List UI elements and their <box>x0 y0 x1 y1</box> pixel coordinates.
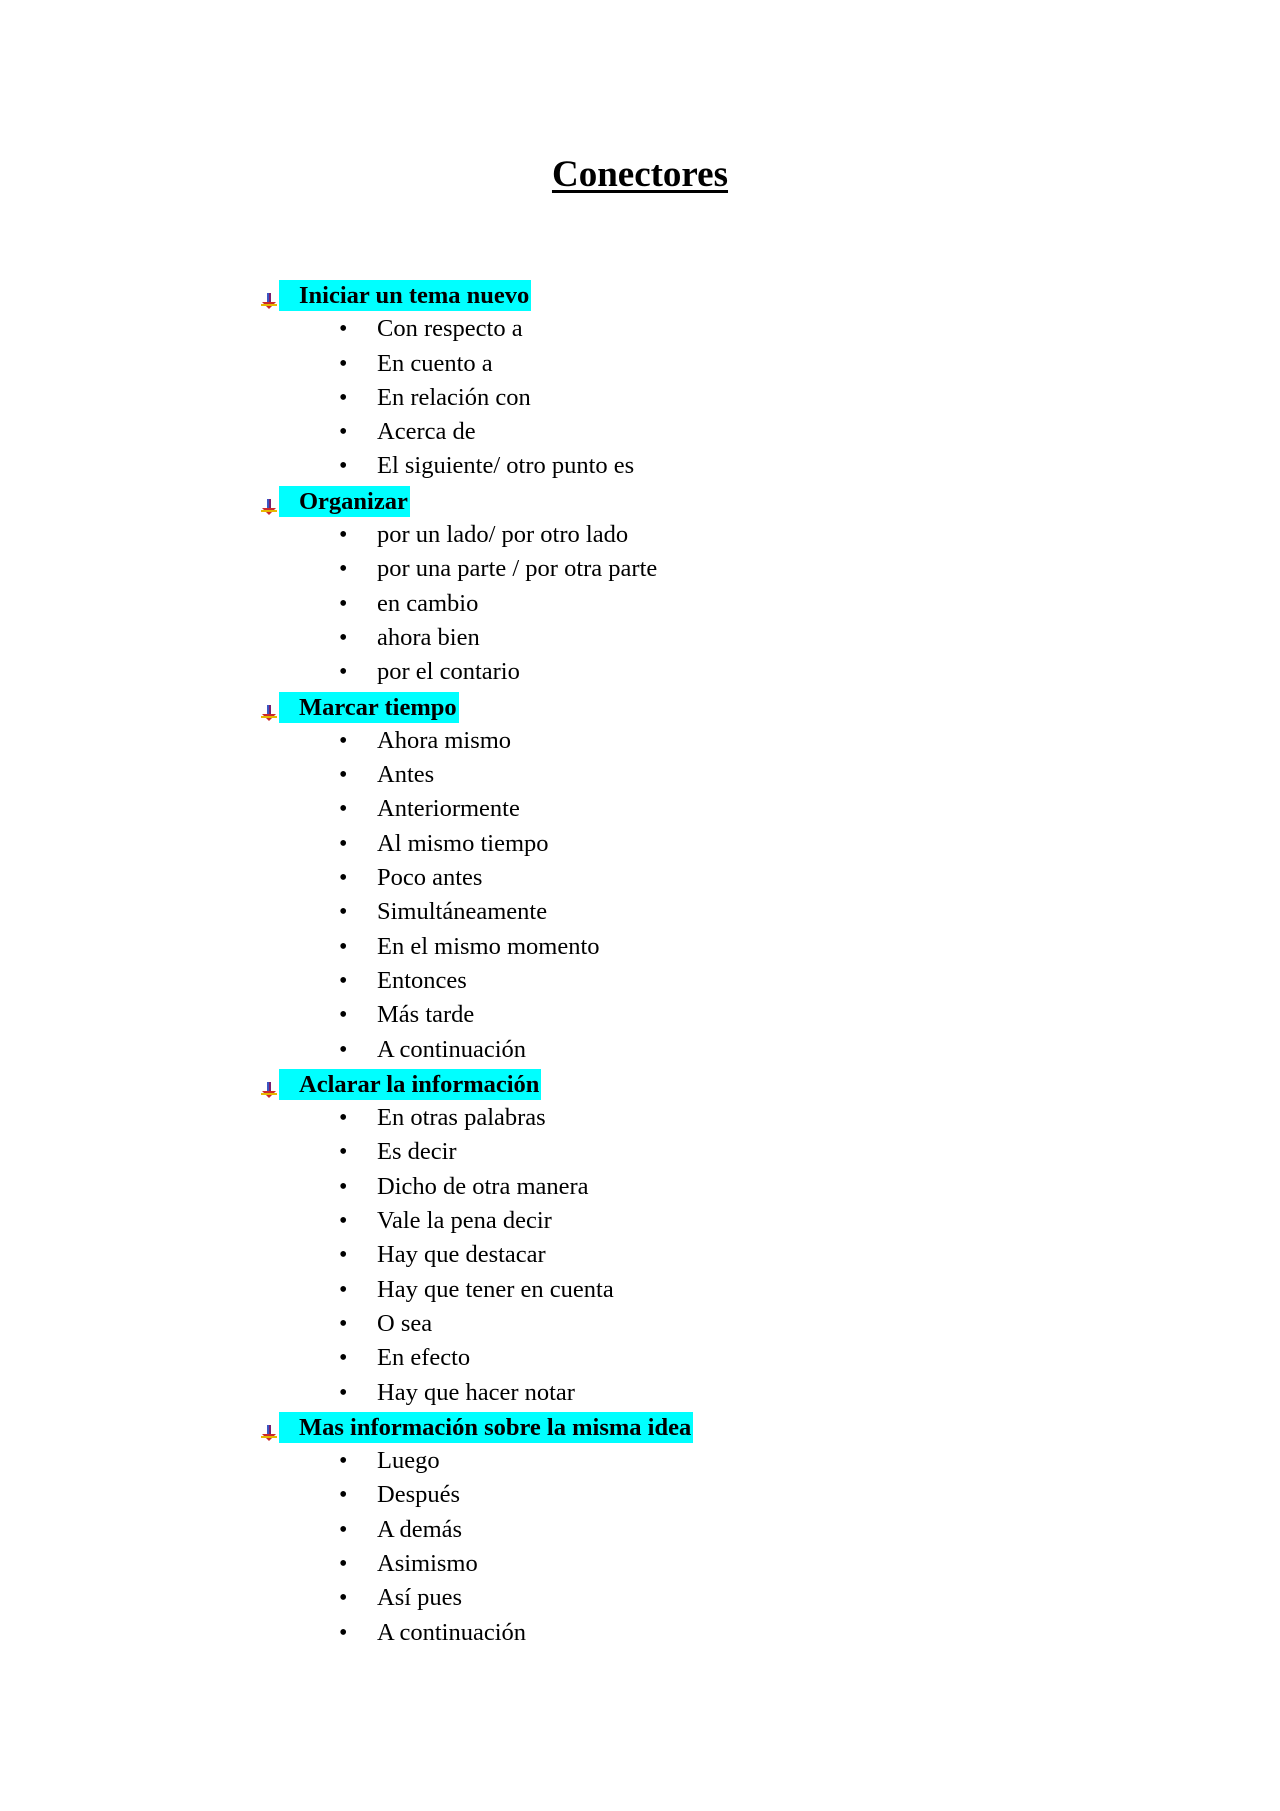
bullet-icon: • <box>339 899 348 926</box>
list-item <box>260 1616 1160 1650</box>
bullet-icon: • <box>339 556 348 583</box>
list-item-text: Anteriormente <box>377 795 520 823</box>
list-item-text: Después <box>377 1481 461 1509</box>
list-item-text: Dicho de otra manera <box>377 1172 589 1200</box>
bullet-icon: • <box>339 1585 348 1612</box>
bullet-icon: • <box>339 1310 348 1337</box>
list-item-text: Poco antes <box>377 864 483 892</box>
list-item <box>260 1376 1160 1410</box>
list-item <box>260 1238 1160 1272</box>
list-item <box>260 1307 1160 1341</box>
arrow-down-icon <box>260 1418 278 1436</box>
bullet-icon: • <box>339 1482 348 1509</box>
list-item-text: Hay que tener en cuenta <box>377 1275 614 1303</box>
document-body <box>260 278 1160 1650</box>
list-item-text: Asimismo <box>377 1549 478 1577</box>
list-item <box>260 1204 1160 1238</box>
list-item-text: Con respecto a <box>377 315 523 343</box>
bullet-icon: • <box>339 316 348 343</box>
bullet-icon: • <box>339 1379 348 1406</box>
list-item-text: Hay que destacar <box>377 1241 546 1269</box>
list-item-text: El siguiente/ otro punto es <box>377 452 635 480</box>
list-item <box>260 964 1160 998</box>
list-item-text: por un lado/ por otro lado <box>377 521 629 549</box>
list-item <box>260 449 1160 483</box>
section-heading <box>260 690 1160 724</box>
section-heading-label: Mas información sobre la misma idea <box>279 1412 693 1443</box>
list-item <box>260 1033 1160 1067</box>
list-item-text: A continuación <box>377 1618 527 1646</box>
section-heading <box>260 1410 1160 1444</box>
list-item-text: Más tarde <box>377 1001 475 1029</box>
bullet-icon: • <box>339 624 348 651</box>
bullet-icon: • <box>339 1619 348 1646</box>
list-item-text: Acerca de <box>377 418 476 446</box>
list-item-text: En cuento a <box>377 349 493 377</box>
section-heading-label: Organizar <box>279 486 410 517</box>
list-item-text: Vale la pena decir <box>377 1207 552 1235</box>
list-item-text: A demás <box>377 1515 463 1543</box>
list-item <box>260 1444 1160 1478</box>
list-item <box>260 1101 1160 1135</box>
page-title: Conectores <box>551 154 729 195</box>
bullet-icon: • <box>339 590 348 617</box>
bullet-icon: • <box>339 967 348 994</box>
list-item <box>260 1135 1160 1169</box>
list-item-text: En relación con <box>377 383 531 411</box>
bullet-icon: • <box>339 659 348 686</box>
bullet-icon: • <box>339 522 348 549</box>
section-heading <box>260 278 1160 312</box>
bullet-icon: • <box>339 1345 348 1372</box>
list-item-text: Antes <box>377 761 435 789</box>
bullet-icon: • <box>339 1516 348 1543</box>
list-item <box>260 861 1160 895</box>
list-item-text: En efecto <box>377 1344 471 1372</box>
bullet-icon: • <box>339 865 348 892</box>
bullet-icon: • <box>339 1448 348 1475</box>
bullet-icon: • <box>339 350 348 377</box>
list-item-text: Simultáneamente <box>377 898 548 926</box>
bullet-icon: • <box>339 1002 348 1029</box>
list-item-text: A continuación <box>377 1035 527 1063</box>
list-item <box>260 1273 1160 1307</box>
list-item-text: Ahora mismo <box>377 726 512 754</box>
list-item-text: por el contario <box>377 658 520 686</box>
list-item-text: Hay que hacer notar <box>377 1378 575 1406</box>
list-item <box>260 655 1160 689</box>
list-item <box>260 792 1160 826</box>
list-item-text: Al mismo tiempo <box>377 829 549 857</box>
arrow-down-icon <box>260 492 278 510</box>
list-item-text: por una parte / por otra parte <box>377 555 658 583</box>
list-item <box>260 1547 1160 1581</box>
bullet-icon: • <box>339 419 348 446</box>
bullet-icon: • <box>339 1276 348 1303</box>
bullet-icon: • <box>339 933 348 960</box>
bullet-icon: • <box>339 830 348 857</box>
bullet-icon: • <box>339 1242 348 1269</box>
list-item <box>260 347 1160 381</box>
list-item-text: Luego <box>377 1447 440 1475</box>
arrow-down-icon <box>260 286 278 304</box>
list-item <box>260 1478 1160 1512</box>
section-heading-label: Marcar tiempo <box>279 692 459 723</box>
list-item <box>260 552 1160 586</box>
bullet-icon: • <box>339 1105 348 1132</box>
section-heading <box>260 1067 1160 1101</box>
bullet-icon: • <box>339 796 348 823</box>
list-item <box>260 312 1160 346</box>
list-item-text: O sea <box>377 1309 433 1337</box>
list-item <box>260 998 1160 1032</box>
list-item-text: Entonces <box>377 966 467 994</box>
bullet-icon: • <box>339 1208 348 1235</box>
bullet-icon: • <box>339 762 348 789</box>
list-item <box>260 587 1160 621</box>
bullet-icon: • <box>339 384 348 411</box>
bullet-icon: • <box>339 1550 348 1577</box>
section-heading <box>260 484 1160 518</box>
list-item <box>260 895 1160 929</box>
arrow-down-icon <box>260 698 278 716</box>
list-item <box>260 930 1160 964</box>
section-heading-label: Iniciar un tema nuevo <box>279 280 531 311</box>
bullet-icon: • <box>339 1139 348 1166</box>
list-item <box>260 1170 1160 1204</box>
list-item <box>260 1581 1160 1615</box>
list-item-text: En el mismo momento <box>377 932 600 960</box>
bullet-icon: • <box>339 453 348 480</box>
list-item <box>260 621 1160 655</box>
list-item <box>260 1513 1160 1547</box>
list-item-text: en cambio <box>377 589 479 617</box>
section-heading-label: Aclarar la información <box>279 1069 541 1100</box>
list-item <box>260 518 1160 552</box>
list-item <box>260 724 1160 758</box>
list-item <box>260 381 1160 415</box>
list-item-text: ahora bien <box>377 623 480 651</box>
bullet-icon: • <box>339 1173 348 1200</box>
list-item <box>260 415 1160 449</box>
list-item <box>260 1341 1160 1375</box>
list-item <box>260 827 1160 861</box>
list-item <box>260 758 1160 792</box>
list-item-text: En otras palabras <box>377 1104 546 1132</box>
list-item-text: Es decir <box>377 1138 457 1166</box>
arrow-down-icon <box>260 1075 278 1093</box>
list-item-text: Así pues <box>377 1584 463 1612</box>
bullet-icon: • <box>339 727 348 754</box>
bullet-icon: • <box>339 1036 348 1063</box>
